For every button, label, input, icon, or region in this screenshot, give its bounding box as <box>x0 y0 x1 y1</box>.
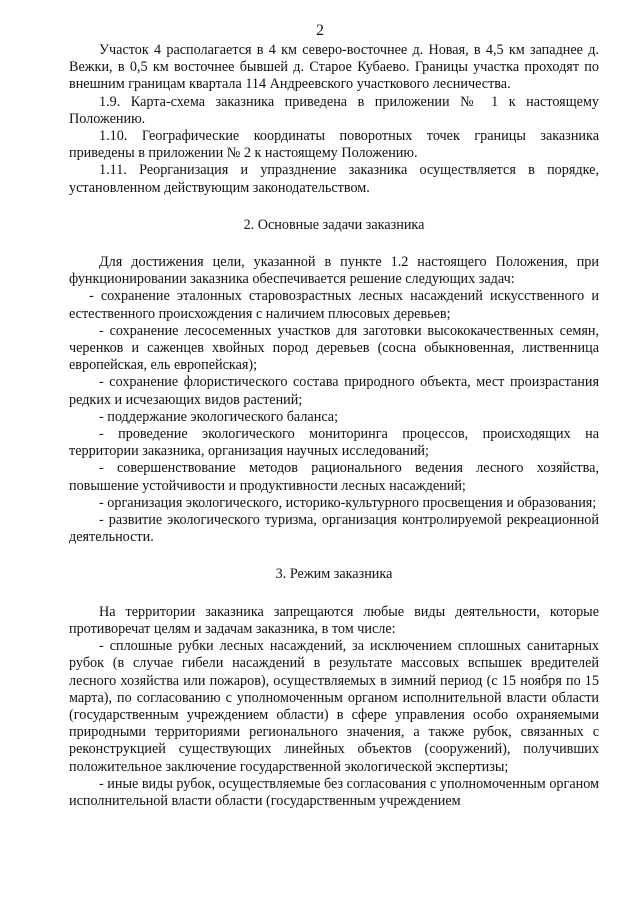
section-3-heading: 3. Режим заказника <box>275 566 393 583</box>
section-2-intro: Для достижения цели, указанной в пункте 1.2 настоящего Положения, при функционировании заказника обеспечивается решение следующих задач: <box>69 254 599 288</box>
document-body <box>69 42 599 810</box>
paragraph-1-9: 1.9. Карта-схема заказника приведена в приложении № 1 к настоящему Положению. <box>69 93 599 127</box>
paragraph-1-11: 1.11. Реорганизация и упразднение заказника осуществляется в порядке, установленном действующим законодательством. <box>69 162 599 196</box>
list-item: - сохранение эталонных старовозрастных лесных насаждений искусственного и естественного происхождения с наличием плюсовых деревьев; <box>69 288 599 322</box>
paragraph-plot-4: Участок 4 располагается в 4 км северо-восточнее д. Новая, в 4,5 км западнее д. Вежки, в 0,5 км восточнее бывшей д. Старое Кубаево. Границы участка проходят по внешним границам квартала 114 Андреевского участкового лесничества. <box>69 42 599 93</box>
list-item: - сохранение лесосеменных участков для заготовки высококачественных семян, черенков и саженцев хвойных пород деревьев (сосна обыкновенная, лиственница европейская, ель европейская); <box>69 322 599 374</box>
list-item: - сохранение флористического состава природного объекта, мест произрастания редких и исчезающих видов растений; <box>69 374 599 408</box>
page-number: 2 <box>316 22 324 39</box>
paragraph-1-10: 1.10. Географические координаты поворотных точек границы заказника приведены в приложении № 2 к настоящему Положению. <box>69 128 599 162</box>
list-item: - совершенствование методов рационального ведения лесного хозяйства, повышение устойчивости и продуктивности лесных насаждений; <box>69 460 599 494</box>
section-2-heading: 2. Основные задачи заказника <box>243 216 425 233</box>
list-item: - поддержание экологического баланса; <box>99 408 339 425</box>
list-item: - организация экологического, историко-культурного просвещения и образования; <box>99 494 597 511</box>
list-item: - развитие экологического туризма, организация контролируемой рекреационной деятельности. <box>69 512 599 546</box>
list-item: - проведение экологического мониторинга процессов, происходящих на территории заказника, организация научных исследований; <box>69 426 599 460</box>
section-3-intro: На территории заказника запрещаются любые виды деятельности, которые противоречат целям и задачам заказника, в том числе: <box>69 603 599 637</box>
list-item: - иные виды рубок, осуществляемые без согласования с уполномоченным органом исполнительной власти области (государственным учреждением <box>69 775 600 809</box>
list-item: - сплошные рубки лесных насаждений, за исключением сплошных санитарных рубок (в случае гибели насаждений в результате массовых вспышек вредителей лесного хозяйства или пожаров), осуществляемых в зимний период (с 15 ноября по 15 марта), по согласованию с уполномоченным органом исполнительной власти области (государственным учреждением области) в сфере управления особо охраняемыми природными территориями регионального значения, а также рубок, связанных с реконструкцией существующих линейных объектов (сооружений), получивших положительное заключение государственной экологической экспертизы; <box>69 638 599 775</box>
